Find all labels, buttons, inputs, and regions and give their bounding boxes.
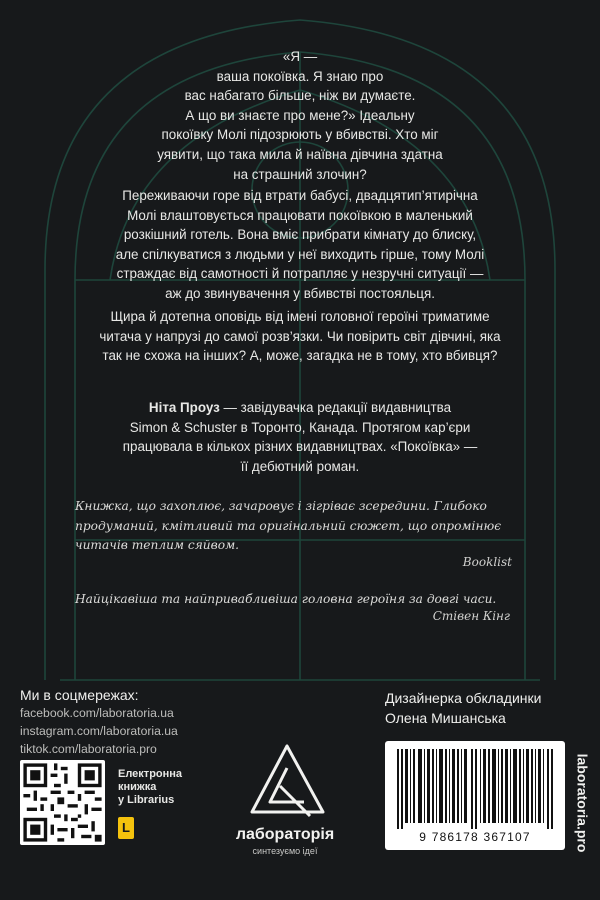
review-quote-2 bbox=[75, 590, 530, 610]
cover-designer-credit bbox=[385, 688, 541, 728]
text-line: у Librarius bbox=[118, 794, 175, 806]
blurb-paragraph-2 bbox=[60, 186, 540, 304]
author-bio-text: — завідувачка редакції видавництва bbox=[219, 400, 452, 415]
text-line: «Я — bbox=[282, 49, 318, 64]
text-line: А що ви знаєте про мене?» Ідеальну bbox=[185, 107, 415, 123]
text-line: так не схожа на інших? А, може, загадка не в тому, хто вбивця? bbox=[102, 348, 498, 364]
text-line: Електронна bbox=[118, 768, 183, 780]
qr-code-icon bbox=[20, 760, 105, 845]
publisher-name: лабораторія bbox=[235, 826, 335, 843]
text-line: ваша покоївка. Я знаю про bbox=[216, 68, 384, 84]
designer-role: Дизайнерка обкладинки bbox=[385, 690, 542, 706]
librarius-logo-icon: L bbox=[118, 817, 134, 839]
ebook-label bbox=[118, 768, 182, 807]
designer-name: Олена Мишанська bbox=[385, 710, 506, 726]
publisher-tagline: синтезуємо ідеї bbox=[252, 846, 318, 856]
text-line: Молі влаштовується працювати покоївкою в маленький bbox=[127, 207, 473, 223]
text-line: її дебютний роман. bbox=[240, 458, 360, 474]
instagram-link[interactable]: instagram.com/laboratoria.ua bbox=[20, 724, 178, 738]
review-quote-1 bbox=[75, 497, 530, 556]
author-name: Ніта Проуз bbox=[148, 400, 220, 415]
blurb-paragraph-1 bbox=[60, 47, 540, 184]
barcode bbox=[385, 741, 565, 850]
text-line: продуманий, кмітливий та оригінальний сюжет, що опромінює bbox=[75, 518, 502, 533]
isbn-number: 9 786178 367107 bbox=[419, 830, 531, 844]
facebook-link[interactable]: facebook.com/laboratoria.ua bbox=[20, 706, 174, 720]
tiktok-link[interactable]: tiktok.com/laboratoria.pro bbox=[20, 742, 157, 756]
text-line: вас набагато більше, ніж ви думаєте. bbox=[184, 88, 416, 104]
text-line: працювала в кількох різних видавництвах. «Покоївка» — bbox=[122, 439, 478, 455]
text-line: покоївку Молі підозрюють у вбивстві. Хто міг bbox=[161, 127, 439, 143]
text-line: Щира й дотепна оповідь від імені головної героїні триматиме bbox=[110, 309, 490, 324]
publisher-logo-icon bbox=[230, 742, 345, 822]
text-line bbox=[60, 398, 540, 418]
text-line: читача у напрузі до самої розв’язки. Чи повірить світ дівчині, яка bbox=[99, 328, 501, 344]
barcode-icon bbox=[395, 749, 555, 829]
text-line: уявити, що така мила й наївна дівчина здатна bbox=[157, 146, 443, 162]
text-line: Simon & Schuster в Торонто, Канада. Протягом кар’єри bbox=[129, 419, 471, 435]
text-line: на страшний злочин? bbox=[233, 166, 367, 182]
text-line: розкішний готель. Вона вміє прибрати кімнату до блиску, bbox=[123, 227, 477, 243]
text-line: але спілкуватися з людьми у неї виходить гірше, тому Молі bbox=[115, 246, 485, 262]
website-vertical[interactable] bbox=[572, 755, 592, 850]
text-line: страждає від самотності й потрапляє у незручні ситуації — bbox=[116, 266, 484, 282]
text-line: книжка bbox=[118, 781, 157, 793]
website-link[interactable]: laboratoria.pro bbox=[574, 753, 591, 852]
blurb-paragraph-3 bbox=[60, 307, 540, 366]
review-source-2: Стівен Кінг bbox=[432, 609, 510, 623]
author-bio bbox=[60, 398, 540, 476]
text-line: аж до звинувачення у вбивстві постояльця. bbox=[165, 285, 435, 301]
text-line: читачів теплим сяйвом. bbox=[75, 538, 240, 553]
text-line: Книжка, що захоплює, зачаровує і зігріває зсередини. Глибоко bbox=[75, 499, 487, 513]
text-line: Найцікавіша та найпривабливіша головна героїня за довгі часи. bbox=[75, 592, 497, 606]
social-heading: Ми в соцмережах: bbox=[20, 687, 139, 703]
review-source-1: Booklist bbox=[462, 555, 512, 569]
qr-code[interactable] bbox=[20, 760, 105, 845]
text-line: Переживаючи горе від втрати бабусі, двадцятип’ятирічна bbox=[122, 188, 478, 203]
